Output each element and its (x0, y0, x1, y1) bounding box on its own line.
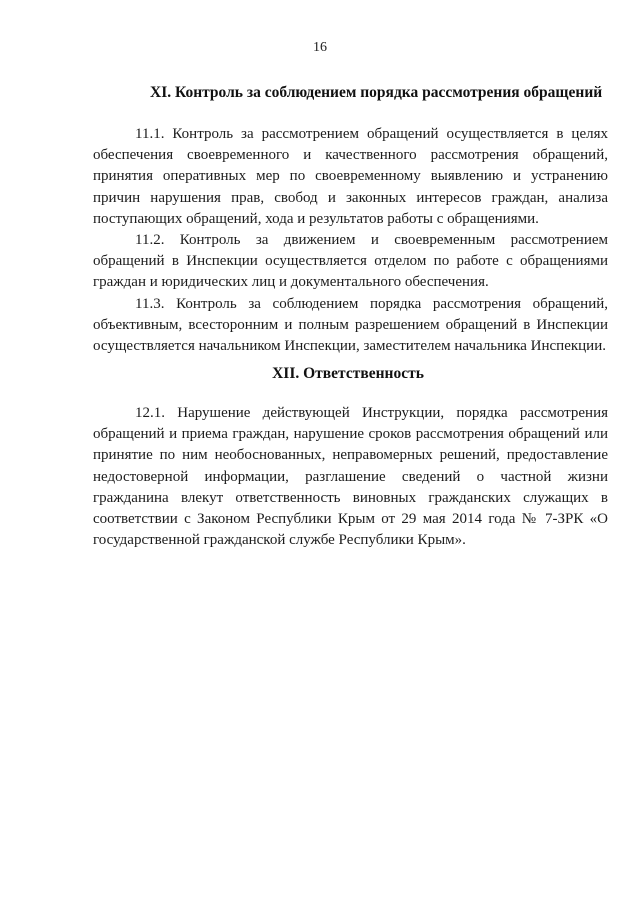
paragraph-11-3: 11.3. Контроль за соблюдением порядка рассмотрения обращений, объективным, всесторонним и полным разрешением обращений в Инспекции осуществляется начальником Инспекции, заместителем начальника Инспекции. (93, 295, 608, 355)
paragraph-12-1: 12.1. Нарушение действующей Инструкции, порядка рассмотрения обращений и приема граждан, нарушение сроков рассмотрения обращений или принятие по ним необоснованных, неправомерных решений, предоставление недостоверной информации, разглашение сведений о частной жизни гражданина влекут ответственность виновных гражданских служащих в соответствии с Законом Республики Крым от 29 мая 2014 года № 7-ЗРК «О государственной гражданской службе Республики Крым». (93, 405, 608, 549)
section-body-control (93, 124, 608, 357)
section-heading-responsibility: XII. Ответственность (272, 365, 424, 382)
paragraph-11-1: 11.1. Контроль за рассмотрением обращений осуществляется в целях обеспечения своевременного и качественного рассмотрения обращений, принятия оперативных мер по своевременному выявлению и устранению причин нарушения прав, свобод и законных интересов граждан, анализа поступающих обращений, хода и результатов работы с обращениями. (93, 126, 608, 227)
paragraph-11-2: 11.2. Контроль за движением и своевременным рассмотрением обращений в Инспекции осуществляется отделом по работе с обращениями граждан и юридических лиц и документального обеспечения. (93, 232, 608, 291)
section-body-responsibility (93, 403, 608, 551)
page-number: 16 (313, 40, 327, 55)
section-heading-control: XI. Контроль за соблюдением порядка рассмотрения обращений (150, 84, 603, 101)
